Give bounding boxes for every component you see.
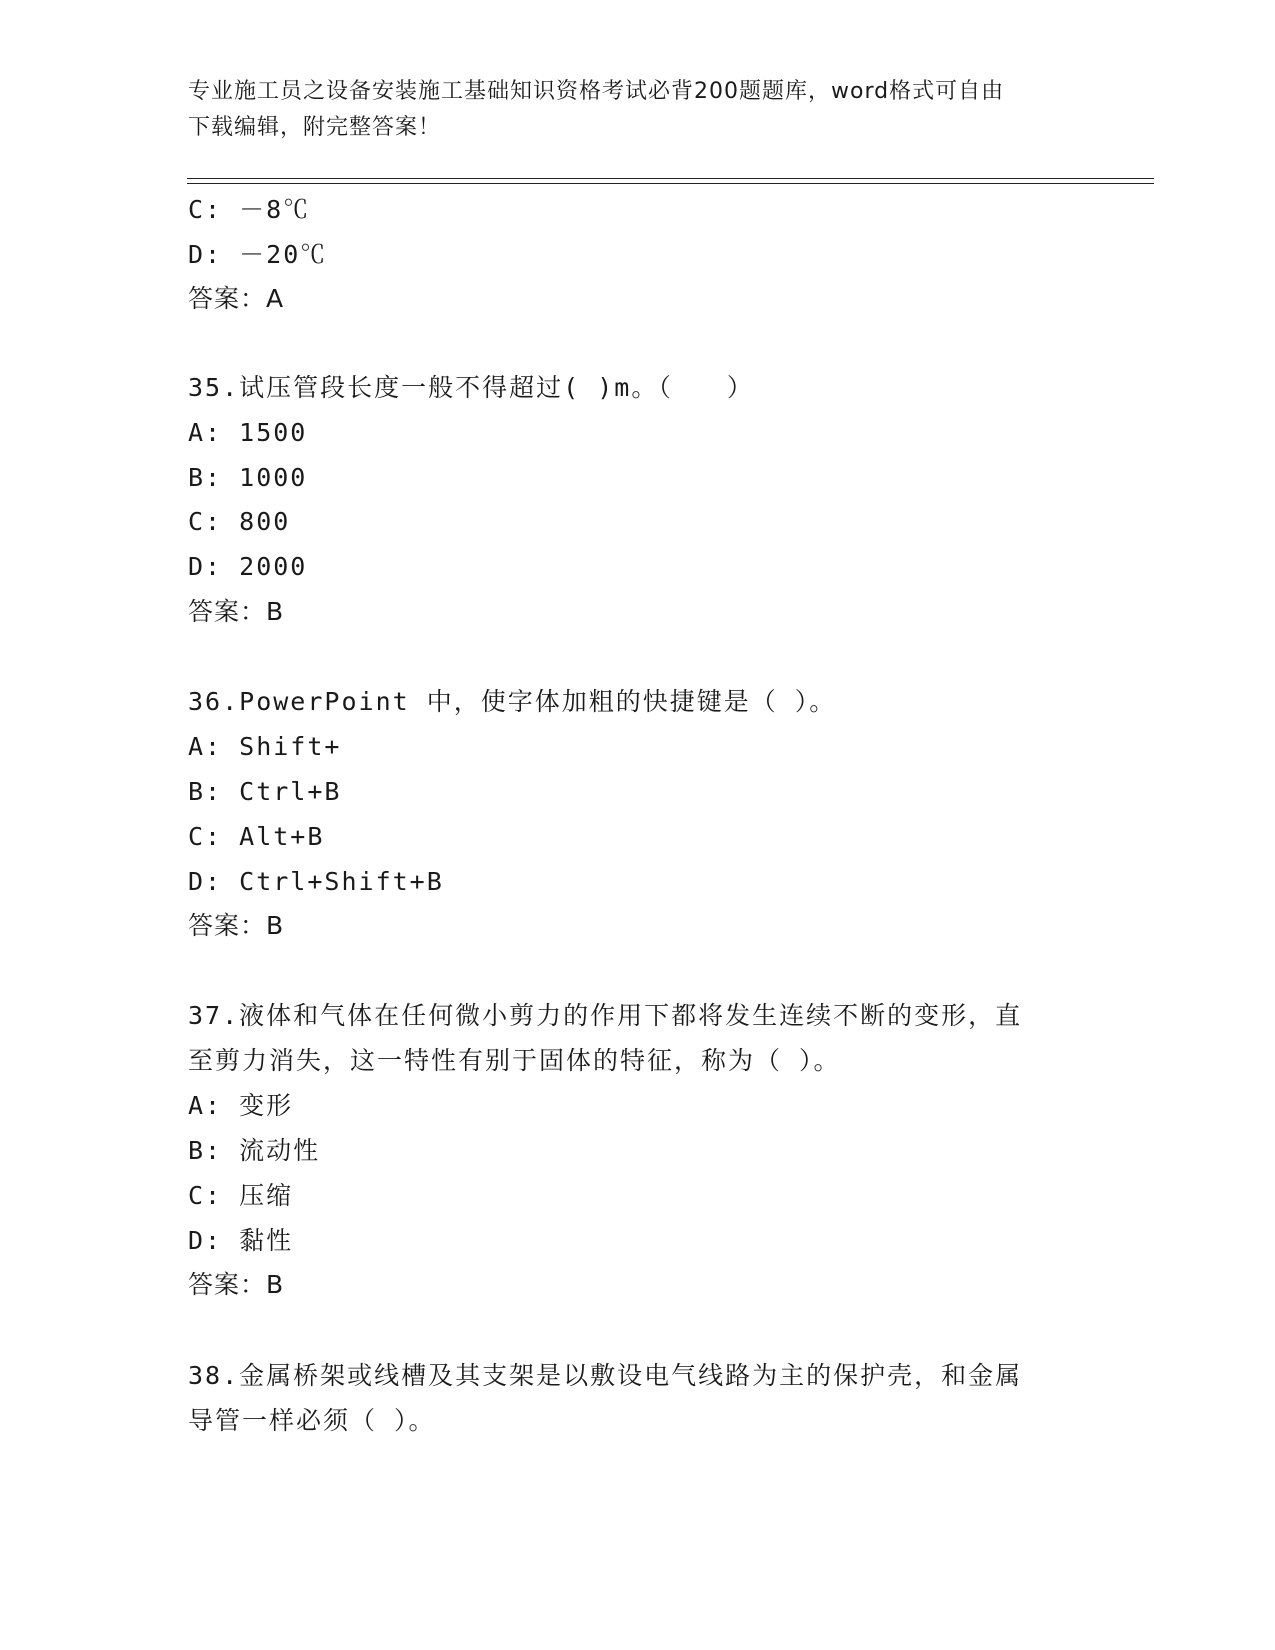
option-d: D: －20℃ (188, 240, 328, 269)
option-c: C: Alt+B (188, 822, 325, 851)
document-header (188, 74, 1088, 146)
option-d: D: 2000 (188, 552, 308, 581)
header-divider-bottom (187, 183, 1154, 184)
header-divider-top (187, 178, 1154, 179)
option-a: A: 1500 (188, 418, 308, 447)
option-c: C: 800 (188, 507, 291, 536)
option-b: B: Ctrl+B (188, 777, 342, 806)
option-c: C: －8℃ (188, 195, 311, 224)
option-a: A: 变形 (188, 1091, 294, 1120)
header-title-line-2: 下载编辑，附完整答案！ (188, 115, 442, 140)
option-d: D: Ctrl+Shift+B (188, 867, 444, 896)
question-stem: 35.试压管段长度一般不得超过( )m。（ ） (188, 373, 754, 402)
header-title-line-1: 专业施工员之设备安装施工基础知识资格考试必背200题题库，word格式可自由 (188, 79, 1005, 104)
answer-label: 答案：B (188, 911, 285, 940)
option-c: C: 压缩 (188, 1181, 294, 1210)
question-stem-line-1: 38.金属桥架或线槽及其支架是以敷设电气线路为主的保护壳，和金属 (188, 1361, 1023, 1390)
question-stem-line-2: 至剪力消失，这一特性有别于固体的特征，称为（ ）。 (188, 1046, 841, 1075)
option-b: B: 流动性 (188, 1136, 321, 1165)
option-a: A: Shift+ (188, 732, 342, 761)
answer-label: 答案：B (188, 597, 285, 626)
answer-label: 答案：A (188, 284, 285, 313)
question-stem-line-2: 导管一样必须（ ）。 (188, 1406, 436, 1435)
question-stem-line-1: 37.液体和气体在任何微小剪力的作用下都将发生连续不断的变形，直 (188, 1001, 1023, 1030)
option-b: B: 1000 (188, 463, 308, 492)
option-d: D: 黏性 (188, 1226, 294, 1255)
question-stem: 36.PowerPoint 中，使字体加粗的快捷键是（ ）。 (188, 687, 837, 716)
answer-label: 答案：B (188, 1270, 285, 1299)
